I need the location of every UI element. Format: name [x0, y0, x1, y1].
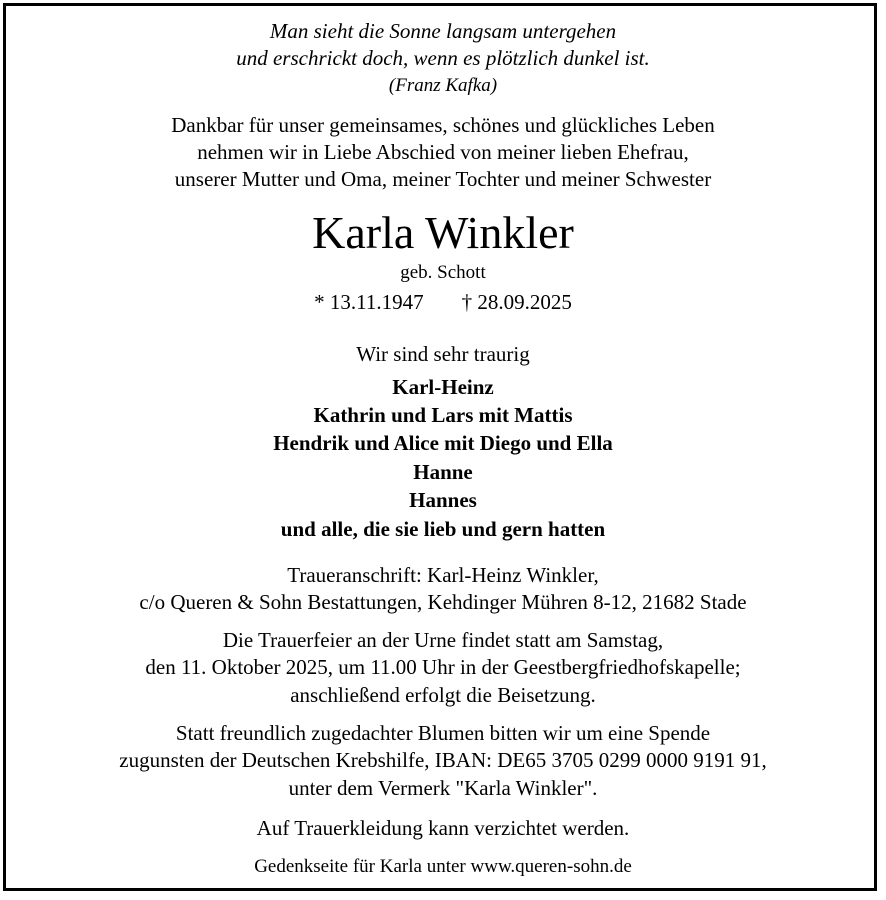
mourner-name: Hanne	[413, 460, 473, 484]
mourner-name: Hendrik und Alice mit Diego und Ella	[273, 431, 613, 455]
mourner-name: Karl-Heinz	[392, 375, 494, 399]
birth-date: * 13.11.1947	[314, 290, 424, 314]
quote-line-2: und erschrickt doch, wenn es plötzlich dunkel ist.	[236, 46, 650, 70]
mourners-intro: Wir sind sehr traurig	[356, 342, 530, 366]
address-line-2: c/o Queren & Sohn Bestattungen, Kehdinger Mühren 8-12, 21682 Stade	[139, 590, 747, 614]
mourner-name: und alle, die sie lieb und gern hatten	[280, 517, 606, 541]
intro-line-3: unserer Mutter und Oma, meiner Tochter und meiner Schwester	[174, 167, 712, 191]
intro-line-2: nehmen wir in Liebe Abschied von meiner lieben Ehefrau,	[197, 140, 689, 164]
death-date: † 28.09.2025	[461, 290, 572, 314]
donation-line-2: zugunsten der Deutschen Krebshilfe, IBAN: DE65 3705 0299 0000 9191 91,	[119, 748, 767, 772]
address-line-1: Traueranschrift: Karl-Heinz Winkler,	[287, 563, 599, 587]
ceremony-line-3: anschließend erfolgt die Beisetzung.	[290, 683, 596, 707]
deceased-name: Karla Winkler	[312, 207, 574, 258]
mourner-name: Hannes	[409, 488, 477, 512]
quote-line-1: Man sieht die Sonne langsam untergehen	[269, 19, 617, 43]
quote-author: (Franz Kafka)	[388, 75, 498, 96]
ceremony-line-2: den 11. Oktober 2025, um 11.00 Uhr in der Geestbergfriedhofskapelle;	[145, 655, 741, 679]
donation-line-3: unter dem Vermerk "Karla Winkler".	[288, 776, 598, 800]
donation-line-1: Statt freundlich zugedachter Blumen bitten wir um eine Spende	[175, 721, 711, 745]
intro-line-1: Dankbar für unser gemeinsames, schönes und glückliches Leben	[171, 113, 715, 137]
life-dates	[0, 292, 886, 313]
mourner-name: Kathrin und Lars mit Mattis	[313, 403, 573, 427]
memorial-page-link[interactable]: Gedenkseite für Karla unter www.queren-sohn.de	[254, 856, 632, 877]
dress-note: Auf Trauerkleidung kann verzichtet werden.	[256, 816, 630, 840]
maiden-name: geb. Schott	[400, 262, 486, 283]
ceremony-line-1: Die Trauerfeier an der Urne findet statt am Samstag,	[222, 628, 664, 652]
